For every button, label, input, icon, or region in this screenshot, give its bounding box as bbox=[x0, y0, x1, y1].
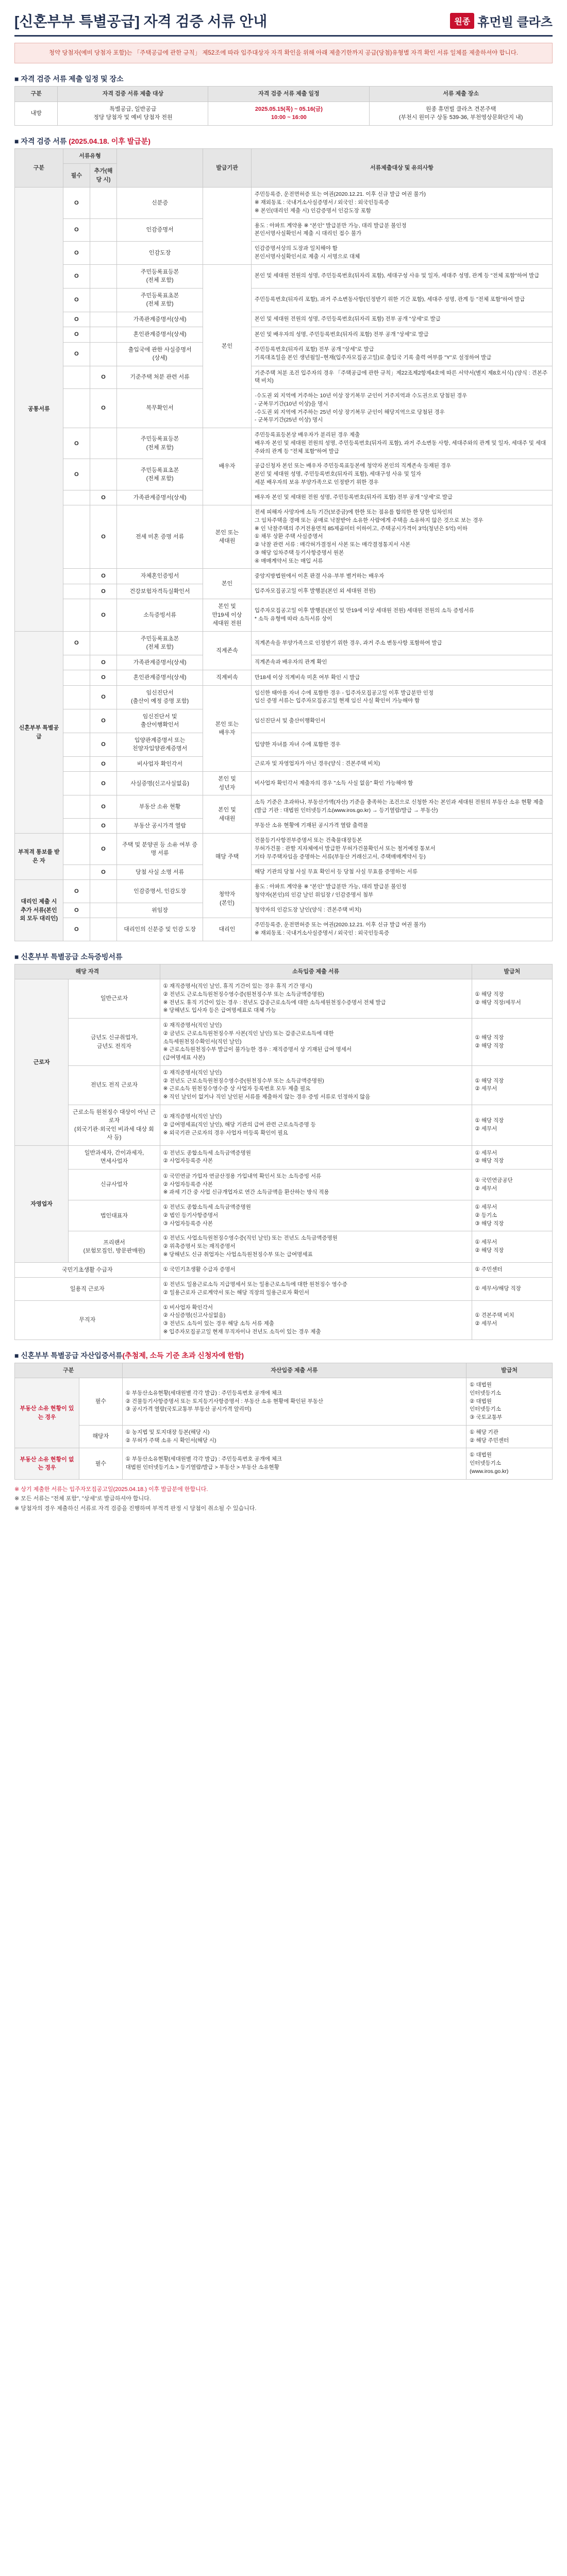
doc-description: 주민등록번호(뒤자리 포함) 전부 공개 "상세"로 발급 기록대조일을 본인 생년월일~현재(입주자모집공고일)로 출입국 기록 출력 여부를 "Y"로 설정하여 발급 bbox=[251, 342, 552, 366]
doc-additional-mark: O bbox=[90, 389, 117, 428]
doc-additional-mark: O bbox=[90, 505, 117, 569]
asset-table-row bbox=[15, 1448, 553, 1479]
income-table-row bbox=[15, 1231, 553, 1262]
doc-type: 입양관계증명서 또는 친양자입양관계증명서 bbox=[117, 733, 203, 756]
doc-type: 기준주택 처분 관련 서류 bbox=[117, 366, 203, 389]
income-issuer: ① 세무서 ② 등기소 ③ 해당 직장 bbox=[472, 1200, 552, 1231]
doc-required-mark: O bbox=[63, 342, 90, 366]
doc-issuer: 본인 및 세대원 bbox=[203, 795, 252, 834]
income-docs: ① 국민연금 가입자 연금산정용 가입내역 확인서 또는 소득증빙 서류 ② 사업자등록증 사본 ※ 과세 기간 중 사업 신규개업자로 연간 소득금액을 환산하는 방식 적용 bbox=[160, 1169, 472, 1200]
doc-group-label: 대리인 제출 시 추가 서류(본인 외 모두 대리인) bbox=[15, 880, 63, 941]
section2-title-date: (2025.04.18. 이후 발급분) bbox=[69, 137, 151, 145]
documents-table-row bbox=[15, 288, 553, 312]
income-table-row bbox=[15, 1105, 553, 1145]
doc-type: 임신진단서 (출산이 예정 증명 포함) bbox=[117, 685, 203, 709]
page-title: [신혼부부 특별공급] 자격 검증 서류 안내 bbox=[14, 13, 268, 29]
income-type: 프리랜서 (보험모집인, 방문판매원) bbox=[69, 1231, 160, 1262]
doc-description: 주민등록표등본상 배우자가 분리된 경우 제출 배우자 본인 및 세대원 전원의 성명, 주민등록번호(뒤자리 포함), 과거 주소변동 사항, 세대주와의 관계 및 일자, 세대주 및 세대주와의 관계 등 "전체 포함"하여 발급 bbox=[251, 428, 552, 459]
doc-additional-mark bbox=[90, 342, 117, 366]
documents-table-row bbox=[15, 389, 553, 428]
documents-table-row bbox=[15, 685, 553, 709]
documents-table-row bbox=[15, 795, 553, 819]
income-table-body bbox=[15, 979, 553, 1340]
asset-group-label: 부동산 소유 현황이 없는 경우 bbox=[15, 1448, 79, 1479]
schedule-place bbox=[370, 101, 553, 125]
doc-additional-mark: O bbox=[90, 599, 117, 632]
asset-type: 필수 bbox=[79, 1448, 122, 1479]
income-docs: ① 비사업자 확인각서 ② 사실증명(신고사실없음) ③ 전년도 소득이 있는 경우 해당 소득 서류 제출 ※ 입주자모집공고일 현재 무직자이나 전년도 소득이 있는 경우 제출 bbox=[160, 1300, 472, 1340]
footer-notes bbox=[14, 1485, 553, 1514]
brand-badge: 원종 bbox=[450, 13, 474, 29]
documents-table-row bbox=[15, 312, 553, 327]
schedule-header-2: 자격 검증 서류 제출 일정 bbox=[208, 87, 370, 102]
documents-table-row bbox=[15, 599, 553, 632]
doc-description: 입주자모집공고일 이후 발행분(본인 및 만19세 이상 세대원 전원) 세대원 전원의 소득 증빙서류 * 소득 유형에 따라 소득서류 상이 bbox=[251, 599, 552, 632]
doc-issuer: 본인 bbox=[203, 264, 252, 428]
schedule-target bbox=[58, 101, 208, 125]
doc-type: 주택 및 분양권 등 소유 여부 증명 서류 bbox=[117, 834, 203, 865]
doc-description: 중앙지방법원에서 이혼 판결 사유·부부 별거하는 배우자 bbox=[251, 569, 552, 584]
documents-table-row bbox=[15, 772, 553, 795]
doc-required-mark bbox=[63, 709, 90, 733]
doc-required-mark: O bbox=[63, 631, 90, 655]
doc-type: 가족관계증명서(상세) bbox=[117, 490, 203, 505]
doc-type: 신분증 bbox=[117, 188, 203, 218]
doc-type: 인감증명서 bbox=[117, 218, 203, 242]
income-type: 일용직 근로자 bbox=[15, 1278, 160, 1301]
doc-additional-mark: O bbox=[90, 733, 117, 756]
asset-docs: ① 부동산소유현황(세대원별 각각 발급) : 주민등록번호 공개에 체크 ② 건물등기사항증명서 또는 토지등기사항증명서 : 부동산 소유 현황에 확인된 부동산 ③ 공시가격 열람(국토교통부 부동산 공시가격 알리미) bbox=[122, 1378, 466, 1426]
income-table-row bbox=[15, 1019, 553, 1066]
section4-title-suffix: (추첨제, 소득 기준 초과 신청자에 한함) bbox=[122, 1351, 244, 1360]
doc-additional-mark: O bbox=[90, 709, 117, 733]
doc-type: 복무확인서 bbox=[117, 389, 203, 428]
doc-required-mark bbox=[63, 389, 90, 428]
documents-table bbox=[14, 148, 553, 941]
doc-required-mark bbox=[63, 505, 90, 569]
doc-issuer: 배우자 bbox=[203, 428, 252, 505]
income-issuer: ① 세무서/해당 직장 bbox=[472, 1278, 552, 1301]
income-type: 무직자 bbox=[15, 1300, 160, 1340]
doc-additional-mark: O bbox=[90, 584, 117, 599]
doc-description: 주민등록증, 운전면허증 또는 여권(2020.12.21. 이후 신규 발급 여권 불가) ※ 재외동포 : 국내거소사실증명서 / 외국인 : 외국인등록증 bbox=[251, 918, 552, 941]
doc-required-mark bbox=[63, 569, 90, 584]
documents-table-row bbox=[15, 670, 553, 686]
income-group-label: 자영업자 bbox=[15, 1145, 69, 1262]
income-header-0: 해당 자격 bbox=[15, 964, 160, 979]
income-group-label: 근로자 bbox=[15, 979, 69, 1146]
asset-table bbox=[14, 1363, 553, 1480]
doc-type: 대리인의 신분증 및 인감 도장 bbox=[117, 918, 203, 941]
income-docs: ① 재직증명서(직인 날인) ② 전년도 근로소득원천징수영수증(원천징수부 또는 소득금액증명원) ※ 근로소득 원천징수영수증 상 사업자 등록번호 모두 제출 필요 ※ 직인 날인이 없거나 직인 날인된 서류를 제출하지 않는 경우 증빙 서류로 인정하지 않음 bbox=[160, 1065, 472, 1105]
asset-header-3: 발급처 bbox=[466, 1363, 553, 1378]
section1-title: ■ 자격 검증 서류 제출 일정 및 장소 bbox=[14, 75, 124, 83]
doc-group-label: 신혼부부 특별공급 bbox=[15, 631, 63, 834]
income-table-row bbox=[15, 1200, 553, 1231]
doc-additional-mark bbox=[90, 288, 117, 312]
asset-table-row bbox=[15, 1378, 553, 1426]
doc-description: 해당 기관의 당첨 사실 무효 확인서 등 당첨 사실 무효를 증명하는 서류 bbox=[251, 865, 552, 880]
documents-table-row bbox=[15, 428, 553, 459]
doc-description: 인감증명서상의 도장과 일치해야 함 본인서명사실확인서로 제출 시 서명으로 대체 bbox=[251, 242, 552, 265]
documents-table-row bbox=[15, 756, 553, 772]
docs-header-3: 발급기관 bbox=[203, 148, 252, 188]
asset-issuer: ① 대법원 인터넷등기소 ② 대법원 인터넷등기소 ③ 국토교통부 bbox=[466, 1378, 553, 1426]
doc-required-mark: O bbox=[63, 264, 90, 288]
doc-description: 주민등록번호(뒤자리 포함), 과거 주소변동사항(인정받기 위한 기간 포함), 세대주 성명, 관계 등 "전체 포함"하여 발급 bbox=[251, 288, 552, 312]
doc-issuer: 본인 또는 배우자 bbox=[203, 685, 252, 772]
documents-table-row bbox=[15, 459, 553, 490]
income-table-row bbox=[15, 1065, 553, 1105]
doc-type: 부동산 공시가격 열람 bbox=[117, 818, 203, 834]
doc-type: 자체혼인증빙서 bbox=[117, 569, 203, 584]
documents-table-row bbox=[15, 242, 553, 265]
doc-required-mark: O bbox=[63, 459, 90, 490]
doc-type: 임신진단서 및 출산이행확인서 bbox=[117, 709, 203, 733]
asset-issuer: ① 대법원 인터넷등기소 (www.iros.go.kr) bbox=[466, 1448, 553, 1479]
doc-issuer: 본인 및 만19세 이상 세대원 전원 bbox=[203, 599, 252, 632]
income-docs: ① 재직증명서(직인 날인) ② 금년도 근로소득원천징수부 사본(직인 날인) 또는 갑종근로소득에 대한 소득세원천징수확인서(직인 날인) ※ 근로소득원천징수부 발급이 불가능한 경우 : 재직증명서 상 기재된 급여 명세서 (급여명세표 사본) bbox=[160, 1019, 472, 1066]
doc-description: 근로자 및 자영업자가 아닌 경우(양식 : 견본주택 비치) bbox=[251, 756, 552, 772]
income-issuer: ① 국민연금공단 ② 세무서 bbox=[472, 1169, 552, 1200]
doc-type: 위임장 bbox=[117, 903, 203, 918]
income-issuer: ① 해당 직장 ② 세무서 bbox=[472, 1105, 552, 1145]
doc-description: 직계존속과 배우자의 관계 확인 bbox=[251, 655, 552, 670]
doc-required-mark bbox=[63, 733, 90, 756]
notice-text: 청약 당첨자(예비 당첨자 포함)는 「주택공급에 관한 규칙」 제52조에 따라 입주대상자 자격 확인을 위해 아래 제출기한까지 공급(당첨)유형별 자격 확인 서류 일체를 제출하셔야 합니다. bbox=[48, 50, 519, 56]
doc-description: 소득 기준은 초과하나, 부동산가액(자산) 기준을 충족하는 조건으로 신청한 자는 본인과 세대원 전원의 부동산 소유 현황 제출 (발급 기관 : 대법원 인터넷등기소(www.iros.go.kr) → 등기열람/발급 → 부동산) bbox=[251, 795, 552, 819]
income-docs: ① 국민기초생활 수급자 증명서 bbox=[160, 1262, 472, 1278]
schedule-target-line2: 정당 당첨자 및 예비 당첨자 전원 bbox=[93, 114, 173, 121]
documents-table-row bbox=[15, 505, 553, 569]
doc-additional-mark bbox=[90, 631, 117, 655]
income-table-row bbox=[15, 1262, 553, 1278]
doc-description: 공급신청자 본인 또는 배우자 주민등록표등본에 청약자 본인의 직계존속 등재된 경우 본인 및 세대원 성명, 주민등록번호(뒤자리 포함), 세대구성 사유 및 일자 세분 배우자의 보유 부양가족으로 인정받기 위한 경우 bbox=[251, 459, 552, 490]
doc-additional-mark bbox=[90, 459, 117, 490]
schedule-date-line2: 10:00 ~ 16:00 bbox=[271, 114, 307, 121]
asset-table-body bbox=[15, 1378, 553, 1480]
doc-required-mark bbox=[63, 599, 90, 632]
footer-note-3: ※ 당첨자의 경우 제출하신 서류로 자격 검증을 진행하며 부적격 판정 시 당첨이 취소될 수 있습니다. bbox=[14, 1505, 257, 1512]
income-type: 전년도 전직 근로자 bbox=[69, 1065, 160, 1105]
income-type: 일반근로자 bbox=[69, 979, 160, 1019]
income-type: 신규사업자 bbox=[69, 1169, 160, 1200]
income-issuer: ① 세무서 ② 해당 직장 bbox=[472, 1145, 552, 1169]
asset-type: 해당자 bbox=[79, 1425, 122, 1448]
schedule-header-0: 구분 bbox=[15, 87, 58, 102]
doc-description: 본인 및 배우자의 성명, 주민등록번호(뒤자리 포함) 전부 공개 "상세"로 발급 bbox=[251, 327, 552, 343]
doc-required-mark bbox=[63, 670, 90, 686]
docs-subheader-1: 추가(해당 시) bbox=[90, 164, 117, 188]
doc-required-mark bbox=[63, 834, 90, 865]
doc-type: 가족관계증명서(상세) bbox=[117, 655, 203, 670]
asset-table-row bbox=[15, 1425, 553, 1448]
notice-box bbox=[14, 43, 553, 63]
doc-required-mark: O bbox=[63, 903, 90, 918]
income-docs: ① 전년도 종합소득세 소득금액증명원 ② 법인 등기사항증명서 ③ 사업자등록증 사본 bbox=[160, 1200, 472, 1231]
doc-issuer: 해당 주택 bbox=[203, 834, 252, 880]
documents-table-row bbox=[15, 834, 553, 865]
doc-type: 주민등록표등본 (전체 포함) bbox=[117, 264, 203, 288]
doc-description: 용도 : 아파트 계약용 ※ "본인" 발급분만 가능, 대리 발급분 불인정 본인서명사실확인서 제출 시 대리인 접수 불가 bbox=[251, 218, 552, 242]
income-issuer: ① 해당 직장 ② 해당 직장 bbox=[472, 1019, 552, 1066]
doc-additional-mark bbox=[90, 327, 117, 343]
doc-description: 임신진단서 및 출산이행확인서 bbox=[251, 709, 552, 733]
schedule-place-line1: 원종 휴먼빌 클라츠 견본주택 bbox=[425, 106, 496, 112]
documents-table-row bbox=[15, 264, 553, 288]
schedule-place-line2: (부천시 원미구 상동 539-36, 부천영상문화단지 내) bbox=[398, 114, 523, 121]
doc-type: 사실증명(신고사실없음) bbox=[117, 772, 203, 795]
doc-description: 입양한 자녀를 자녀 수에 포함한 경우 bbox=[251, 733, 552, 756]
doc-required-mark bbox=[63, 685, 90, 709]
doc-required-mark: O bbox=[63, 327, 90, 343]
doc-additional-mark bbox=[90, 242, 117, 265]
doc-additional-mark bbox=[90, 312, 117, 327]
income-type: 국민기초생활 수급자 bbox=[15, 1262, 160, 1278]
doc-required-mark bbox=[63, 584, 90, 599]
documents-table-row bbox=[15, 366, 553, 389]
income-issuer: ① 견본주택 비치 ② 세무서 bbox=[472, 1300, 552, 1340]
income-type: 금년도 신규취업자, 금년도 전직자 bbox=[69, 1019, 160, 1066]
section4-title: ■ 신혼부부 특별공급 자산입증서류(추첨제, 소득 기준 초과 신청자에 한함) bbox=[14, 1351, 244, 1360]
documents-table-row bbox=[15, 818, 553, 834]
doc-type: 혼인관계증명서(상세) bbox=[117, 670, 203, 686]
doc-type: 당첨 사실 소명 서류 bbox=[117, 865, 203, 880]
documents-table-row bbox=[15, 188, 553, 218]
asset-issuer: ① 해당 기관 ② 해당 주민센터 bbox=[466, 1425, 553, 1448]
doc-issuer: 본인 또는 세대원 bbox=[203, 505, 252, 569]
income-header-3: 발급처 bbox=[472, 964, 552, 979]
doc-required-mark bbox=[63, 795, 90, 819]
doc-required-mark bbox=[63, 818, 90, 834]
doc-required-mark: O bbox=[63, 288, 90, 312]
doc-required-mark bbox=[63, 772, 90, 795]
documents-table-row bbox=[15, 880, 553, 903]
schedule-date-line1: 2025.05.15(목) ~ 05.16(금) bbox=[255, 106, 323, 112]
doc-additional-mark bbox=[90, 903, 117, 918]
doc-additional-mark bbox=[90, 218, 117, 242]
doc-additional-mark: O bbox=[90, 670, 117, 686]
income-issuer: ① 해당 직장 ② 해당 직장/세무서 bbox=[472, 979, 552, 1019]
asset-group-label: 부동산 소유 현황이 있는 경우 bbox=[15, 1378, 79, 1448]
asset-header-2: 자산입증 제출 서류 bbox=[122, 1363, 466, 1378]
doc-type: 주민등록표초본 (전체 포함) bbox=[117, 459, 203, 490]
income-table-row bbox=[15, 1278, 553, 1301]
section3-title: ■ 신혼부부 특별공급 소득증빙서류 bbox=[14, 952, 123, 961]
documents-table-row bbox=[15, 865, 553, 880]
doc-additional-mark: O bbox=[90, 756, 117, 772]
asset-docs: ① 농지법 및 토지대장 등본(해당 시) ② 무허가 주택 소유 시 확인서(해당 시) bbox=[122, 1425, 466, 1448]
doc-description: 부동산 소유 현황에 기재된 공시가격 열람 출력물 bbox=[251, 818, 552, 834]
documents-table-row bbox=[15, 918, 553, 941]
doc-additional-mark bbox=[90, 428, 117, 459]
doc-issuer: 본인 및 성년자 bbox=[203, 772, 252, 795]
doc-additional-mark: O bbox=[90, 685, 117, 709]
schedule-header-3: 서류 제출 장소 bbox=[370, 87, 553, 102]
doc-description: 청약자의 인감도장 날인(양식 : 견본주택 비치) bbox=[251, 903, 552, 918]
doc-type: 전세 미혼 증명 서류 bbox=[117, 505, 203, 569]
doc-description: 배우자 본인 및 세대원 전원 성명, 주민등록번호(뒤자리 포함) 전부 공개 "상세"로 발급 bbox=[251, 490, 552, 505]
documents-table-row bbox=[15, 733, 553, 756]
doc-additional-mark: O bbox=[90, 655, 117, 670]
doc-required-mark bbox=[63, 366, 90, 389]
docs-header-1: 서류유형 bbox=[63, 148, 116, 164]
documents-table-row bbox=[15, 655, 553, 670]
section2-title: ■ 자격 검증 서류 (2025.04.18. 이후 발급분) bbox=[14, 137, 151, 145]
doc-additional-mark: O bbox=[90, 795, 117, 819]
footer-note-2: ※ 모든 서류는 "전체 포함", "상세"로 발급하셔야 합니다. bbox=[14, 1496, 151, 1502]
documents-table-row bbox=[15, 342, 553, 366]
asset-header-0: 구분 bbox=[15, 1363, 123, 1378]
doc-issuer: 직계비속 bbox=[203, 670, 252, 686]
doc-required-mark bbox=[63, 865, 90, 880]
doc-type: 가족관계증명서(상세) bbox=[117, 312, 203, 327]
doc-description: 임신한 태아를 자녀 수에 포함한 경우 - 입주자모집공고일 이후 발급분만 인정 임신 증명 서류는 입주자모집공고일 현재 임신 사실 확인이 가능해야 함 bbox=[251, 685, 552, 709]
schedule-target-line1: 특별공급, 일반공급 bbox=[109, 106, 157, 112]
section4-title-text: 신혼부부 특별공급 자산입증서류 bbox=[21, 1351, 123, 1360]
doc-type: 주민등록표등본 (전체 포함) bbox=[117, 428, 203, 459]
documents-table-row bbox=[15, 218, 553, 242]
doc-type: 인감증명서, 인감도장 bbox=[117, 880, 203, 903]
doc-required-mark: O bbox=[63, 880, 90, 903]
doc-required-mark bbox=[63, 655, 90, 670]
documents-table-row bbox=[15, 584, 553, 599]
doc-issuer: 본인 bbox=[203, 569, 252, 599]
footer-note-1: ※ 상기 제출한 서류는 입주자모집공고일(2025.04.18.) 이후 발급분에 한합니다. bbox=[14, 1486, 208, 1493]
doc-additional-mark bbox=[90, 264, 117, 288]
section1-title-text: 자격 검증 서류 제출 일정 및 장소 bbox=[21, 75, 124, 83]
doc-required-mark: O bbox=[63, 218, 90, 242]
brand-name: 휴먼빌 클라츠 bbox=[477, 15, 553, 29]
doc-required-mark: O bbox=[63, 188, 90, 218]
doc-description: 건물등기사항전부증명서 또는 건축물대장등본 무허가건물 : 관할 지자체에서 발급한 무허가건물확인서 또는 철거예정 통보서 기타 무주택자임을 증명하는 서류(부동산 거래신고서, 주택매매계약서 등) bbox=[251, 834, 552, 865]
doc-description: 기준주택 처분 조건 입주자의 경우 「주택공급에 관한 규칙」제22조제2항제4호에 따른 서약서(별지 제8호서식) (양식 : 견본주택 비치) bbox=[251, 366, 552, 389]
asset-docs: ① 부동산소유현황(세대원별 각각 발급) : 주민등록번호 공개에 체크 대법원 인터넷등기소 > 등기열람/발급 > 부동산 > 부동산 소유현황 bbox=[122, 1448, 466, 1479]
doc-description: 용도 : 아파트 계약용 ※ "본인" 발급분만 가능, 대리 발급분 불인정 청약자(본인)의 인감 날인 위임장 / 인감증명서 첨부 bbox=[251, 880, 552, 903]
docs-header-blank bbox=[117, 148, 203, 188]
docs-header-4: 서류제출대상 및 유의사항 bbox=[251, 148, 552, 188]
doc-description: 비사업자 확인각서 제출자의 경우 "소득 사실 없음" 확인 가능해야 함 bbox=[251, 772, 552, 795]
income-table bbox=[14, 964, 553, 1340]
income-table-row bbox=[15, 1300, 553, 1340]
documents-table-row bbox=[15, 490, 553, 505]
asset-type: 필수 bbox=[79, 1378, 122, 1426]
doc-type: 부동산 소유 현황 bbox=[117, 795, 203, 819]
income-type: 근로소득 원천징수 대상이 아닌 근로자 (외국기관·외국인 비과세 대상 회사 등) bbox=[69, 1105, 160, 1145]
doc-issuer: 대리인 bbox=[203, 918, 252, 941]
document-header bbox=[14, 10, 553, 37]
documents-table-row bbox=[15, 569, 553, 584]
documents-table-row bbox=[15, 903, 553, 918]
doc-type: 출입국에 관한 사실증명서 (상세) bbox=[117, 342, 203, 366]
doc-type: 주민등록표초본 (전체 포함) bbox=[117, 288, 203, 312]
doc-type: 비사업자 확인각서 bbox=[117, 756, 203, 772]
doc-type: 인감도장 bbox=[117, 242, 203, 265]
income-type: 법인대표자 bbox=[69, 1200, 160, 1231]
doc-additional-mark: O bbox=[90, 490, 117, 505]
income-issuer: ① 세무서 ② 해당 직장 bbox=[472, 1231, 552, 1262]
doc-description: 만18세 이상 직계비속 미혼 여부 확인 시 발급 bbox=[251, 670, 552, 686]
doc-required-mark bbox=[63, 756, 90, 772]
doc-type: 소득증빙서류 bbox=[117, 599, 203, 632]
doc-group-label: 부적격 통보를 받은 자 bbox=[15, 834, 63, 880]
schedule-row-label: 내방 bbox=[15, 101, 58, 125]
doc-description: 본인 및 세대원 전원의 성명, 주민등록번호(뒤자리 포함), 세대구성 사유 및 일자, 세대주 성명, 관계 등 "전체 포함"하여 발급 bbox=[251, 264, 552, 288]
doc-additional-mark: O bbox=[90, 772, 117, 795]
schedule-header-1: 자격 검증 서류 제출 대상 bbox=[58, 87, 208, 102]
doc-required-mark: O bbox=[63, 918, 90, 941]
income-docs: ① 재직증명서(직인 날인) ② 급여명세표(직인 날인), 해당 기관의 급여 관련 근로소득증명 등 ※ 외국기관 근로자의 경우 사업자 미등록 확인이 필요 bbox=[160, 1105, 472, 1145]
doc-additional-mark: O bbox=[90, 569, 117, 584]
documents-table-row bbox=[15, 327, 553, 343]
income-docs: ① 전년도 일용근로소득 지급명세서 또는 일용근로소득에 대한 원천징수 영수증 ② 일용근로자 근로계약서 또는 해당 직장의 일용근로자 확인서 bbox=[160, 1278, 472, 1301]
documents-table-row bbox=[15, 631, 553, 655]
doc-additional-mark: O bbox=[90, 865, 117, 880]
doc-additional-mark: O bbox=[90, 818, 117, 834]
documents-table-row bbox=[15, 709, 553, 733]
doc-required-mark: O bbox=[63, 242, 90, 265]
schedule-table bbox=[14, 86, 553, 126]
brand-logo bbox=[450, 12, 553, 30]
income-table-row bbox=[15, 1169, 553, 1200]
income-docs: ① 전년도 사업소득원천징수영수증(직인 날인) 또는 전년도 소득금액증명원 ② 위촉증명서 또는 재직증명서 ※ 당해년도 신규 취업자는 사업소득원천징수부 또는 급여명세표 bbox=[160, 1231, 472, 1262]
doc-additional-mark: O bbox=[90, 366, 117, 389]
doc-type: 건강보험자격득실확인서 bbox=[117, 584, 203, 599]
doc-required-mark bbox=[63, 490, 90, 505]
doc-description: 직계존속을 부양가족으로 인정받기 위한 경우, 과거 주소 변동사항 포함하여 발급 bbox=[251, 631, 552, 655]
section2-title-text: 자격 검증 서류 bbox=[21, 137, 67, 145]
doc-additional-mark: O bbox=[90, 834, 117, 865]
income-table-row bbox=[15, 1145, 553, 1169]
doc-type: 주민등록표초본 (전체 포함) bbox=[117, 631, 203, 655]
documents-table-body bbox=[15, 188, 553, 941]
doc-description: 본인 및 세대원 전원의 성명, 주민등록번호(뒤자리 포함) 전부 공개 "상세"로 발급 bbox=[251, 312, 552, 327]
docs-subheader-0: 필수 bbox=[63, 164, 90, 188]
doc-description: ·수도권 외 지역에 거주하는 10년 이상 장기복무 군인이 거주지역과 수도권으로 당첨된 경우 - 군복무기간(10년 이상)을 명시 ·수도권 외 지역에 거주하는 25년 이상 장기복무 군인이 해당지역으로 당첨된 경우 - 군복무기간(25년 이상) 명시 bbox=[251, 389, 552, 428]
doc-issuer bbox=[203, 188, 252, 264]
doc-description: 주민등록증, 운전면허증 또는 여권(2020.12.21. 이후 신규 발급 여권 불가) ※ 재외동포 : 국내거소사실증명서 / 외국인 : 외국인등록증 ※ 본인(대리인 제출 시) 인감증명서 인감도장 포함 bbox=[251, 188, 552, 218]
section3-title-text: 신혼부부 특별공급 소득증빙서류 bbox=[21, 952, 123, 961]
doc-issuer: 청약자 (본인) bbox=[203, 880, 252, 918]
doc-group-label: 공통서류 bbox=[15, 188, 63, 632]
income-issuer: ① 주민센터 bbox=[472, 1262, 552, 1278]
income-header-2: 소득입증 제출 서류 bbox=[160, 964, 472, 979]
income-type: 일반과세자, 간이과세자, 면세사업자 bbox=[69, 1145, 160, 1169]
doc-description: 전세 피해자 사망자에 소득 기간(보증금)에 한한 또는 점유를 합의한 한 당한 임차인의 그 임차주택을 경매 또는 공매로 낙찰받아 소유한 사람에게 주택을 소유하지 않은 것으로 보는 경우 ※ 인 낙찰주택의 주거전용면적 85제곱미터 이하이고, 주택공시가격이 3억(청년은 5억) 이하 ① 채무 상환 주택 사실증명서 ② 낙찰 관련 서류 : 매각허가결정서 사본 또는 매각결정통지서 사본 ③ 해당 임차주택 등기사항증명서 원본 ④ 매매계약서 또는 매입 서류 bbox=[251, 505, 552, 569]
income-docs: ① 재직증명서(직인 날인, 휴직 기간이 있는 경우 휴직 기간 명시) ② 전년도 근로소득원천징수영수증(원천징수부 또는 소득금액증명원) ※ 전년도 휴직 기간이 있는 경우 : 전년도 갑종근로소득에 대한 소득세원천징수증명서 전체 발급 ※ 당해년도 입사자 등은 급여명세표로 대체 가능 bbox=[160, 979, 472, 1019]
doc-issuer: 직계존속 bbox=[203, 631, 252, 670]
income-issuer: ① 해당 직장 ② 세무서 bbox=[472, 1065, 552, 1105]
doc-required-mark: O bbox=[63, 428, 90, 459]
doc-additional-mark bbox=[90, 918, 117, 941]
doc-additional-mark bbox=[90, 880, 117, 903]
docs-header-0: 구분 bbox=[15, 148, 63, 188]
schedule-date bbox=[208, 101, 370, 125]
doc-required-mark: O bbox=[63, 312, 90, 327]
income-table-row bbox=[15, 979, 553, 1019]
doc-description: 입주자모집공고일 이후 발행분(본인 외 세대원 전원) bbox=[251, 584, 552, 599]
income-docs: ① 전년도 종합소득세 소득금액증명원 ② 사업자등록증 사본 bbox=[160, 1145, 472, 1169]
doc-additional-mark bbox=[90, 188, 117, 218]
doc-type: 혼인관계증명서(상세) bbox=[117, 327, 203, 343]
